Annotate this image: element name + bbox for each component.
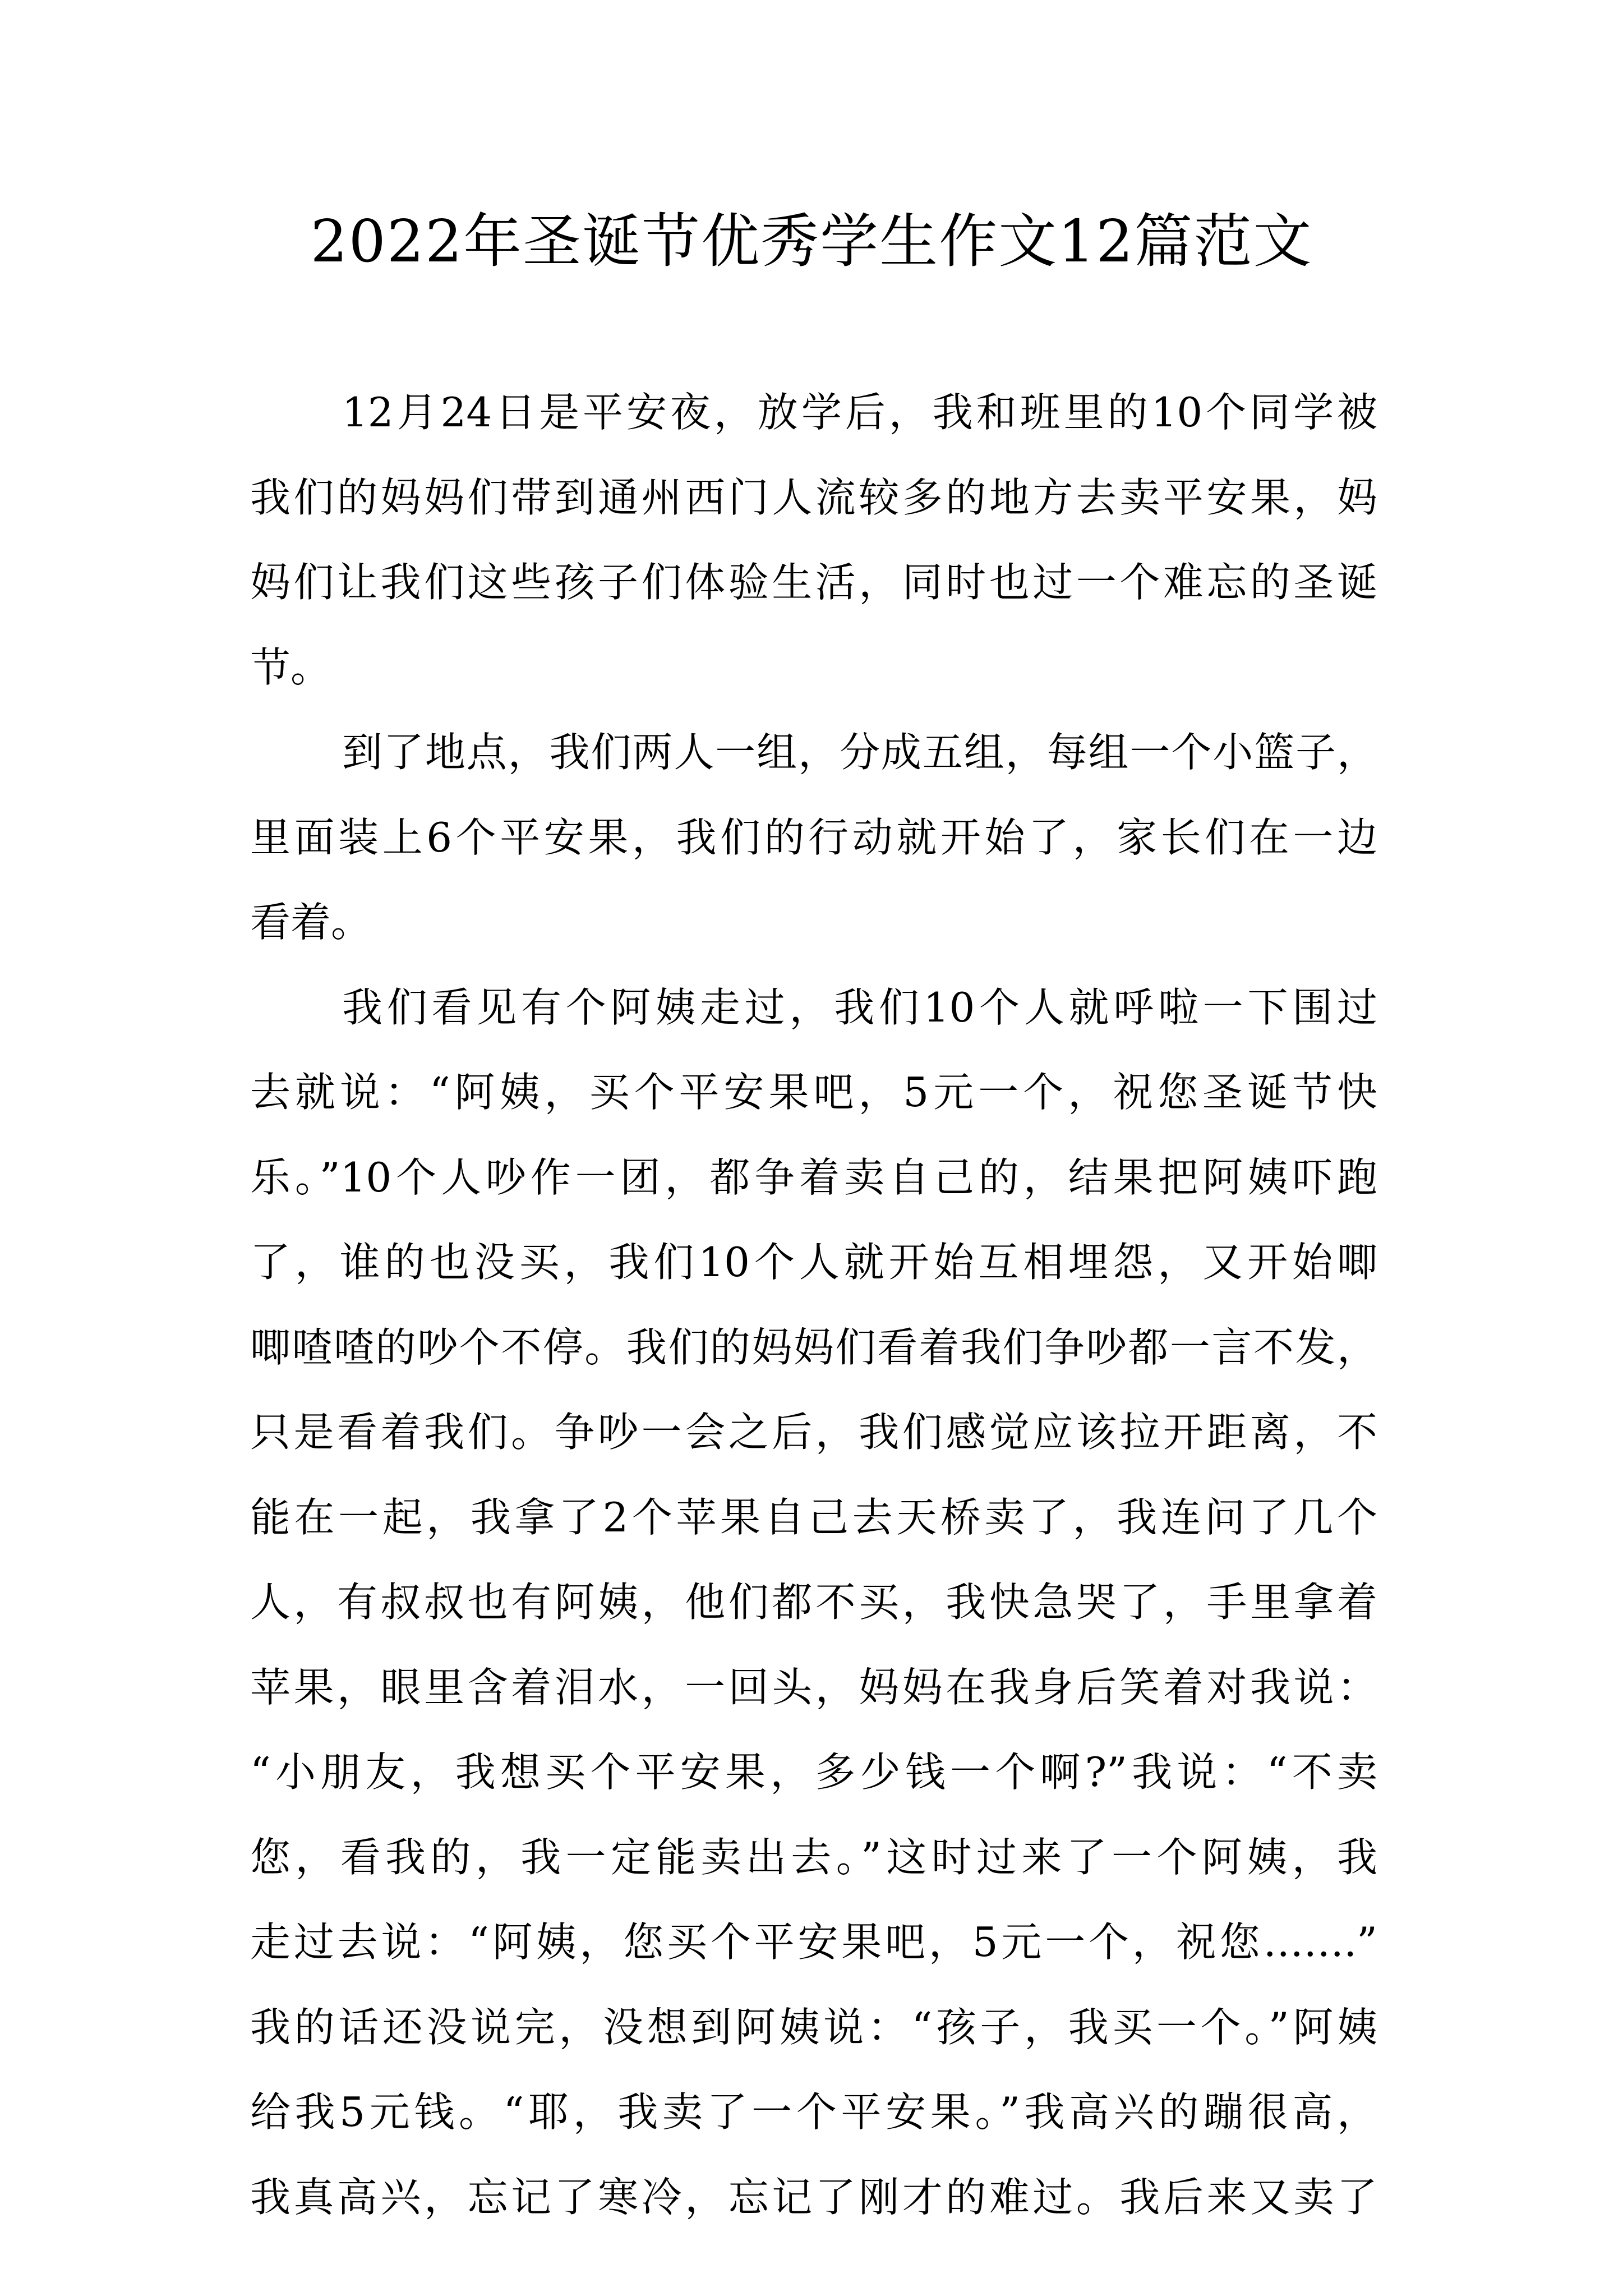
text-line: 去就说：“阿姨，买个平安果吧，5元一个，祝您圣诞节快 <box>250 1069 1377 1116</box>
text-line: 里面装上6个平安果，我们的行动就开始了，家长们在一边 <box>250 813 1377 861</box>
text-line: 我的话还没说完，没想到阿姨说：“孩子，我买一个。”阿姨 <box>250 2003 1377 2051</box>
essay-body <box>250 370 1377 2240</box>
text-line: 12月24日是平安夜，放学后，我和班里的10个同学被 <box>342 389 1377 436</box>
text-line: 只是看着我们。争吵一会之后，我们感觉应该拉开距离，不 <box>250 1409 1377 1456</box>
text-line: 给我5元钱。“耶，我卖了一个平安果。”我高兴的蹦很高， <box>250 2088 1377 2136</box>
text-line: 您，看我的，我一定能卖出去。”这时过来了一个阿姨，我 <box>250 1833 1377 1881</box>
text-line: 我真高兴，忘记了寒冷，忘记了刚才的难过。我后来又卖了 <box>250 2173 1377 2221</box>
text-line: “小朋友，我想买个平安果，多少钱一个啊?”我说：“不卖 <box>250 1749 1377 1796</box>
text-line: 妈们让我们这些孩子们体验生活，同时也过一个难忘的圣诞 <box>250 559 1377 606</box>
text-line: 到了地点，我们两人一组，分成五组，每组一个小篮子， <box>342 729 1377 776</box>
text-line: 看着。 <box>250 899 372 946</box>
text-line: 人，有叔叔也有阿姨，他们都不买，我快急哭了，手里拿着 <box>250 1579 1377 1626</box>
text-line: 我们看见有个阿姨走过，我们10个人就呼啦一下围过 <box>342 983 1377 1031</box>
text-line: 节。 <box>250 643 331 691</box>
document-title: 2022年圣诞节优秀学生作文12篇范文 <box>310 207 1313 275</box>
text-line: 走过去说：“阿姨，您买个平安果吧，5元一个，祝您…….” <box>250 1918 1377 1966</box>
text-line: 苹果，眼里含着泪水，一回头，妈妈在我身后笑着对我说： <box>250 1663 1377 1711</box>
text-line: 我们的妈妈们带到通州西门人流较多的地方去卖平安果，妈 <box>250 473 1377 521</box>
text-line: 乐。”10个人吵作一团，都争着卖自己的，结果把阿姨吓跑 <box>250 1153 1377 1201</box>
text-line: 了，谁的也没买，我们10个人就开始互相埋怨，又开始唧 <box>250 1239 1377 1286</box>
text-line: 能在一起，我拿了2个苹果自己去天桥卖了，我连问了几个 <box>250 1493 1377 1541</box>
text-line: 唧喳喳的吵个不停。我们的妈妈们看着我们争吵都一言不发， <box>250 1323 1377 1371</box>
